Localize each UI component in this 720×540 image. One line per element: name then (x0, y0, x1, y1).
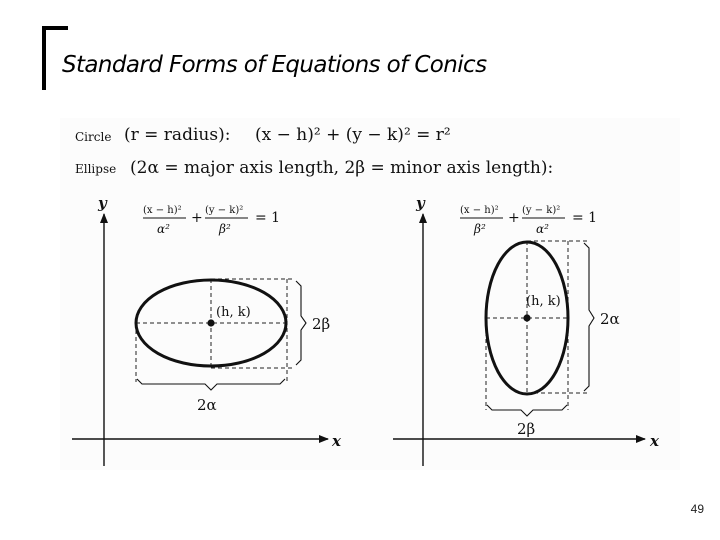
x-axis-label-left: x (332, 432, 341, 450)
eq-right-den2: α² (536, 222, 549, 236)
graph-vertical (393, 194, 660, 466)
brace-width-left (137, 379, 285, 390)
y-axis-label-left: y (98, 194, 107, 212)
ellipse-condition: (2α = major axis length, 2β = minor axis length): (130, 158, 554, 178)
eq-left-plus: + (191, 210, 203, 226)
brace-width-right (487, 405, 567, 416)
page-number: 49 (690, 502, 704, 516)
circle-label: Circle (75, 130, 112, 144)
x-axis-label-right: x (650, 432, 659, 450)
y-axis-label-right: y (416, 194, 425, 212)
eq-right-den1: β² (474, 222, 486, 236)
center-label-left: (h, k) (216, 305, 251, 320)
eq-right-plus: + (508, 210, 520, 226)
eq-left-den2: β² (219, 222, 231, 236)
height-label-right: 2α (600, 310, 620, 328)
slide-title: Standard Forms of Equations of Conics (62, 52, 487, 78)
center-point-left (207, 319, 214, 326)
graph-horizontal (72, 194, 342, 466)
brace-height-left (296, 281, 306, 365)
center-point-right (523, 314, 530, 321)
center-label-right: (h, k) (526, 294, 561, 309)
eq-left-den1: α² (157, 222, 170, 236)
width-label-left: 2α (197, 396, 217, 414)
brace-height-right (584, 243, 594, 391)
height-label-left: 2β (312, 315, 331, 333)
circle-equation: (x − h)² + (y − k)² = r² (255, 125, 451, 145)
ellipse-label: Ellipse (75, 162, 117, 176)
eq-left-num2: (y − k)² (205, 205, 244, 216)
eq-right-equals: = 1 (572, 210, 598, 226)
circle-condition: (r = radius): (124, 125, 231, 145)
eq-right-num1: (x − h)² (460, 205, 499, 216)
eq-left-num1: (x − h)² (143, 205, 182, 216)
eq-left-equals: = 1 (255, 210, 281, 226)
width-label-right: 2β (517, 420, 536, 438)
eq-right-num2: (y − k)² (522, 205, 561, 216)
